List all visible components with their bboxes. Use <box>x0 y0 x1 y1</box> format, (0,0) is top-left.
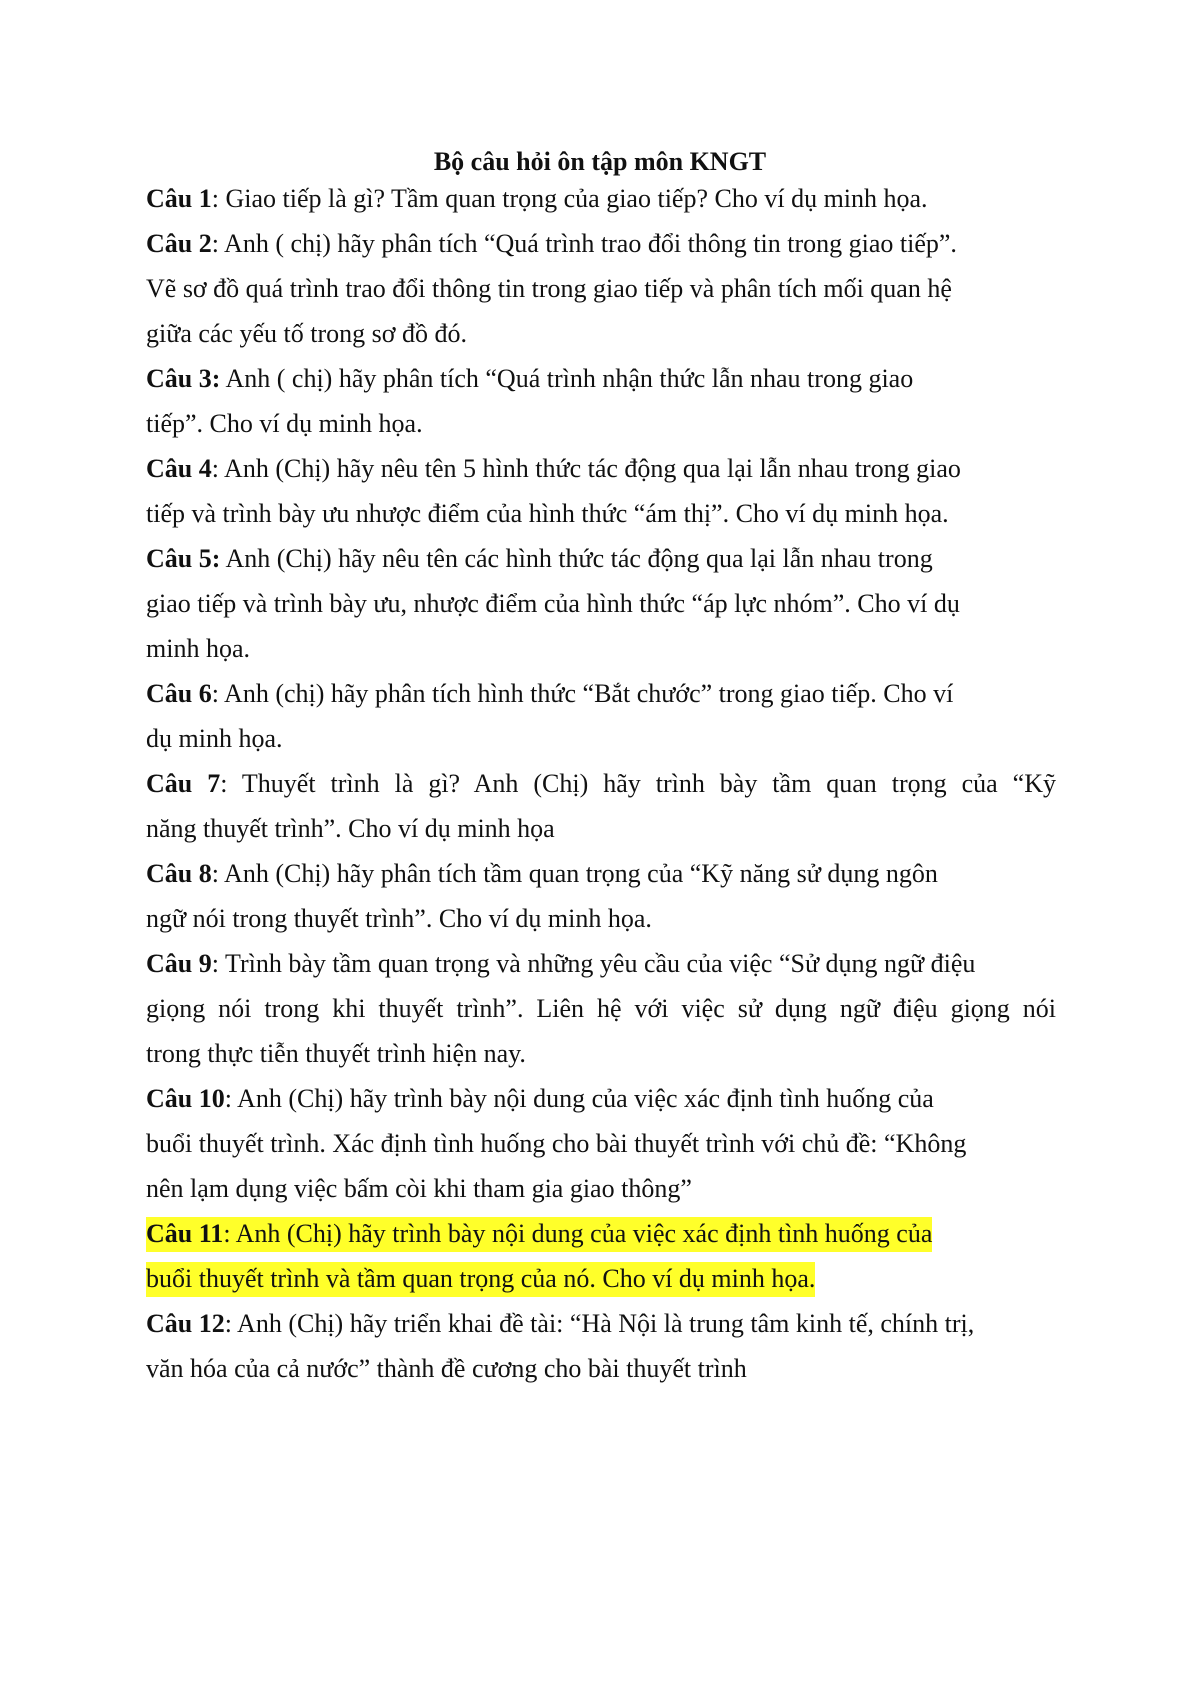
question-label: Câu 9 <box>146 949 212 978</box>
question-label: Câu 5: <box>146 544 221 573</box>
question-10-line-2: buổi thuyết trình. Xác định tình huống cho bài thuyết trình với chủ đề: “Không <box>146 1129 967 1158</box>
question-label: Câu 4 <box>146 454 212 483</box>
question-2 <box>146 227 957 261</box>
question-label: Câu 12 <box>146 1309 225 1338</box>
question-4 <box>146 452 961 486</box>
question-text: Anh (Chị) hãy nêu tên các hình thức tác động qua lại lẫn nhau trong <box>220 544 933 573</box>
question-label: Câu 3: <box>146 364 221 393</box>
question-12-line-2: văn hóa của cả nước” thành đề cương cho bài thuyết trình <box>146 1354 747 1383</box>
question-text: : Anh (chị) hãy phân tích hình thức “Bắt chước” trong giao tiếp. Cho ví <box>211 679 954 708</box>
question-label: Câu 11 <box>146 1219 224 1248</box>
question-label: Câu 7 <box>146 769 221 798</box>
question-label: Câu 8 <box>146 859 212 888</box>
question-text: : Anh (Chị) hãy trình bày nội dung của việc xác định tình huống của <box>224 1084 934 1113</box>
question-label: Câu 6 <box>146 679 212 708</box>
question-7 <box>146 767 1056 801</box>
question-5-line-2: giao tiếp và trình bày ưu, nhược điểm của hình thức “áp lực nhóm”. Cho ví dụ <box>146 589 960 618</box>
question-text: : Anh (Chị) hãy triển khai đề tài: “Hà Nội là trung tâm kinh tế, chính trị, <box>224 1309 975 1338</box>
question-10 <box>146 1082 934 1116</box>
question-label: Câu 10 <box>146 1084 225 1113</box>
question-7-line-2: năng thuyết trình”. Cho ví dụ minh họa <box>146 814 555 843</box>
question-text: : Giao tiếp là gì? Tầm quan trọng của giao tiếp? Cho ví dụ minh họa. <box>211 184 928 213</box>
question-9 <box>146 947 975 981</box>
question-1 <box>146 182 928 216</box>
question-text: Anh ( chị) hãy phân tích “Quá trình nhận thức lẫn nhau trong giao <box>220 364 914 393</box>
question-label: Câu 2 <box>146 229 212 258</box>
question-3 <box>146 362 913 396</box>
question-text: : Thuyết trình là gì? Anh (Chị) hãy trình bày tầm quan trọng của “Kỹ <box>220 769 1056 798</box>
question-5 <box>146 542 933 576</box>
question-10-line-3: nên lạm dụng việc bấm còi khi tham gia giao thông” <box>146 1174 692 1203</box>
question-6-line-2: dụ minh họa. <box>146 724 283 753</box>
question-text: : Anh (Chị) hãy trình bày nội dung của việc xác định tình huống của <box>223 1219 933 1248</box>
question-8-line-2: ngữ nói trong thuyết trình”. Cho ví dụ minh họa. <box>146 904 652 933</box>
question-text: : Anh (Chị) hãy nêu tên 5 hình thức tác động qua lại lẫn nhau trong giao <box>211 454 961 483</box>
question-5-line-3: minh họa. <box>146 634 250 663</box>
question-2-line-2: Vẽ sơ đồ quá trình trao đổi thông tin trong giao tiếp và phân tích mối quan hệ <box>146 274 952 303</box>
question-11 <box>146 1217 932 1251</box>
question-3-line-2: tiếp”. Cho ví dụ minh họa. <box>146 409 423 438</box>
question-4-line-2: tiếp và trình bày ưu nhược điểm của hình thức “ám thị”. Cho ví dụ minh họa. <box>146 499 949 528</box>
question-label: Câu 1 <box>146 184 212 213</box>
highlight-mark <box>146 1217 932 1252</box>
document-title: Bộ câu hỏi ôn tập môn KNGT <box>433 147 767 176</box>
question-8 <box>146 857 938 891</box>
question-11-line-2 <box>146 1262 815 1296</box>
question-6 <box>146 677 953 711</box>
highlight-mark: buổi thuyết trình và tầm quan trọng của nó. Cho ví dụ minh họa. <box>146 1262 815 1297</box>
question-9-line-3: trong thực tiễn thuyết trình hiện nay. <box>146 1039 526 1068</box>
question-9-line-2: giọng nói trong khi thuyết trình”. Liên hệ với việc sử dụng ngữ điệu giọng nói <box>146 994 1056 1023</box>
question-12 <box>146 1307 974 1341</box>
question-2-line-3: giữa các yếu tố trong sơ đồ đó. <box>146 319 467 348</box>
question-text: : Anh ( chị) hãy phân tích “Quá trình trao đổi thông tin trong giao tiếp”. <box>211 229 957 258</box>
question-text: : Trình bày tầm quan trọng và những yêu cầu của việc “Sử dụng ngữ điệu <box>211 949 976 978</box>
question-text: : Anh (Chị) hãy phân tích tầm quan trọng của “Kỹ năng sử dụng ngôn <box>211 859 938 888</box>
